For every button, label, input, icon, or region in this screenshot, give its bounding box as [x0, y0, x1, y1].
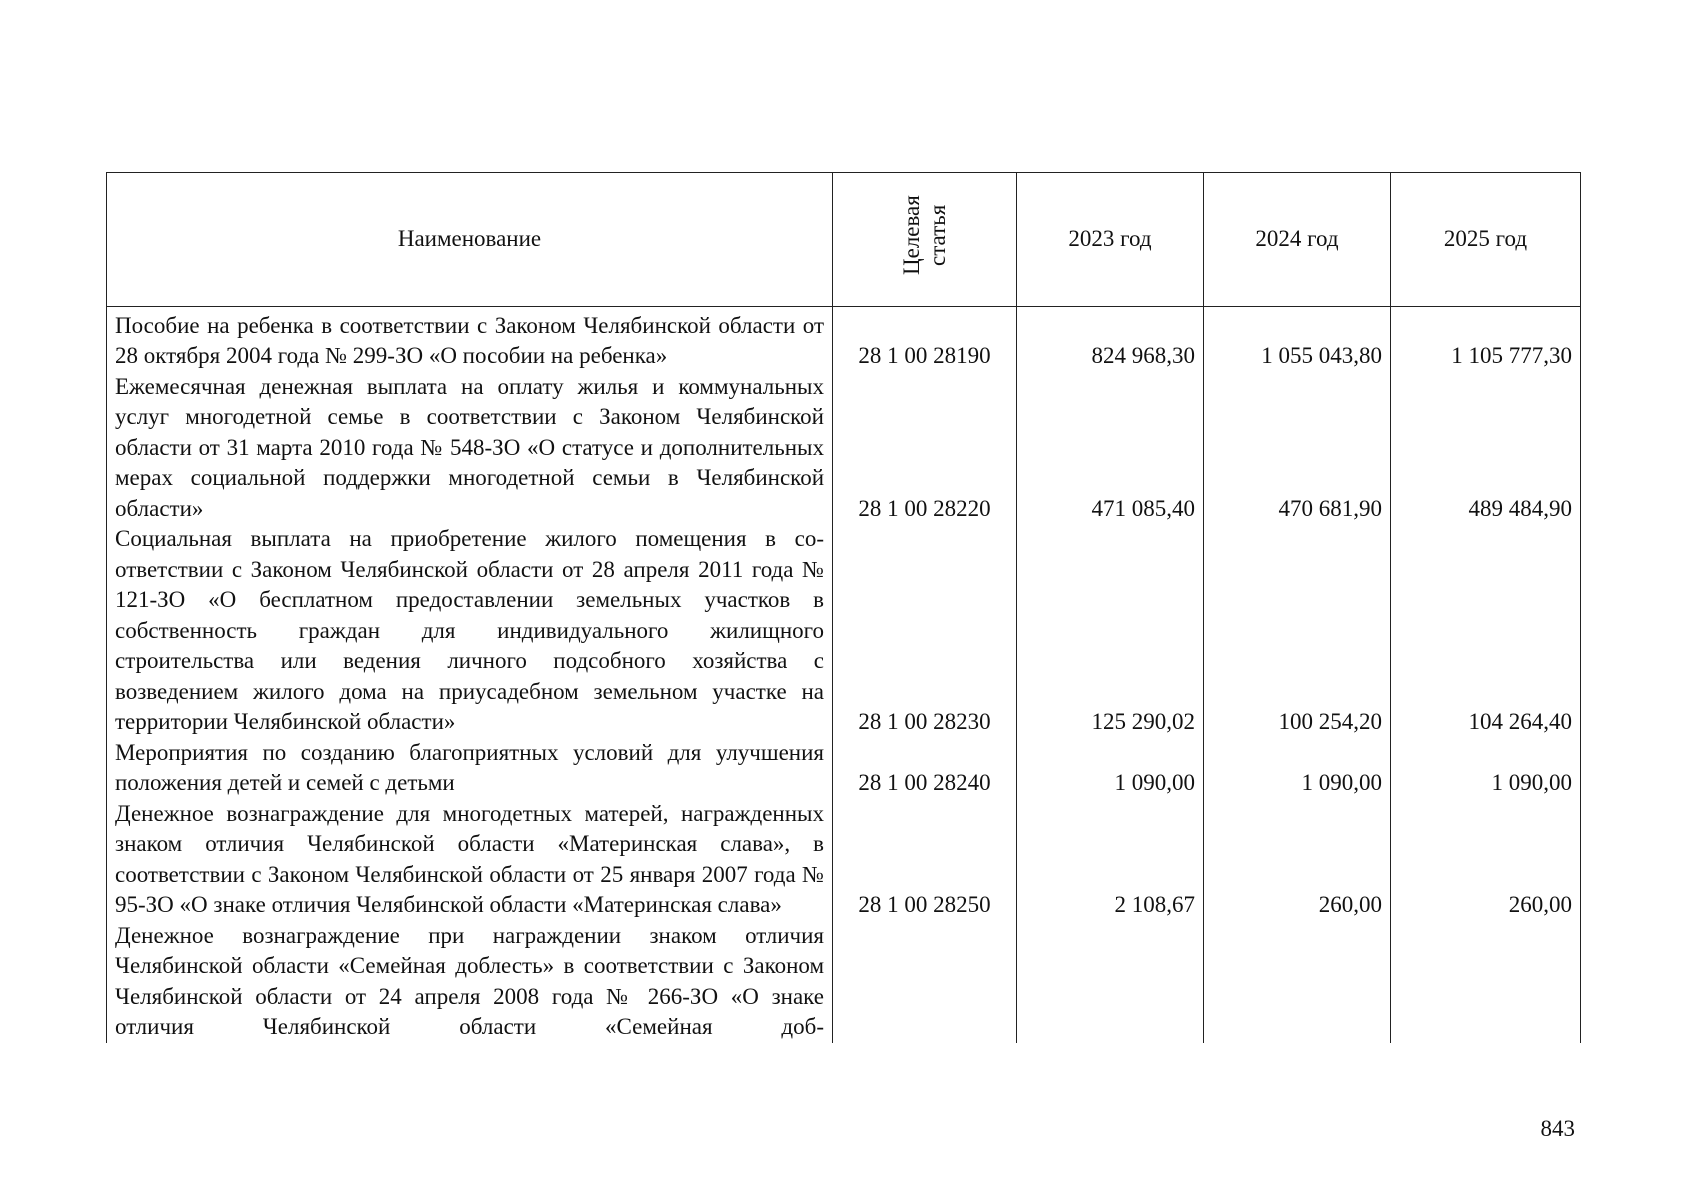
row-value-2024: 100 254,20	[1204, 524, 1391, 738]
row-value-2025: 260,00	[1391, 799, 1581, 921]
row-value-2025: 1 105 777,30	[1391, 306, 1581, 372]
header-name: Наименование	[107, 173, 833, 307]
header-code-label: Целевая статья	[898, 195, 950, 275]
table-row	[107, 524, 1581, 738]
row-value-2023: 2 108,67	[1017, 799, 1204, 921]
row-value-2024: 1 090,00	[1204, 738, 1391, 799]
row-value-2025: 489 484,90	[1391, 372, 1581, 525]
header-code	[833, 173, 1017, 307]
row-name: Социальная выплата на приобретение жилого помещения в соответствии с Законом Челябинской области от 28 апреля 2011 года № 121-ЗО «О бесплатном предоставлении земельных участков в собственность граждан для индивидуального жилищного строительства или ведения личного подсобного хозяйства с возведением жилого дома на приусадебном земельном участке на территории Челябинской области»	[107, 524, 833, 738]
row-name: Пособие на ребенка в соответствии с Законом Челябинской области от 28 октября 2004 года № 299-ЗО «О пособии на ребенка»	[107, 306, 833, 372]
table-row	[107, 372, 1581, 525]
header-year-2024: 2024 год	[1204, 173, 1391, 307]
row-code: 28 1 00 28230	[833, 524, 1017, 738]
row-value-2025: 1 090,00	[1391, 738, 1581, 799]
row-code: 28 1 00 28190	[833, 306, 1017, 372]
row-code: 28 1 00 28220	[833, 372, 1017, 525]
row-code: 28 1 00 28240	[833, 738, 1017, 799]
row-value-2023: 824 968,30	[1017, 306, 1204, 372]
row-value-2025: 104 264,40	[1391, 524, 1581, 738]
row-value-2024: 1 055 043,80	[1204, 306, 1391, 372]
row-value-2023	[1017, 921, 1204, 1043]
row-value-2024	[1204, 921, 1391, 1043]
table-row	[107, 738, 1581, 799]
row-value-2023: 125 290,02	[1017, 524, 1204, 738]
row-code: 28 1 00 28250	[833, 799, 1017, 921]
table-header-row	[107, 173, 1581, 307]
budget-table	[106, 172, 1581, 1043]
row-name: Денежное вознаграждение для многодетных матерей, награжденных знаком отличия Челябинской области «Материнская слава», в соответствии с Законом Челябинской области от 25 января 2007 года № 95-ЗО «О знаке отличия Челябинской области «Материнская слава»	[107, 799, 833, 921]
row-name: Ежемесячная денежная выплата на оплату жилья и коммунальных услуг многодетной семье в соответствии с Законом Челябинской области от 31 марта 2010 года № 548-ЗО «О статусе и дополнительных мерах социальной поддержки многодетной семьи в Челябинской области»	[107, 372, 833, 525]
table-row	[107, 799, 1581, 921]
row-value-2023: 471 085,40	[1017, 372, 1204, 525]
header-year-2023: 2023 год	[1017, 173, 1204, 307]
table-row	[107, 921, 1581, 1043]
row-value-2024: 260,00	[1204, 799, 1391, 921]
table-row	[107, 306, 1581, 372]
row-code	[833, 921, 1017, 1043]
row-name: Денежное вознаграждение при награждении знаком отличия Челябинской области «Семейная доблесть» в соответствии с Законом Челябинской области от 24 апреля 2008 года № 266-ЗО «О знаке отличия Челябинской области «Семейная доб-	[107, 921, 833, 1043]
row-name: Мероприятия по созданию благоприятных условий для улучшения положения детей и семей с детьми	[107, 738, 833, 799]
row-value-2025	[1391, 921, 1581, 1043]
row-value-2023: 1 090,00	[1017, 738, 1204, 799]
row-value-2024: 470 681,90	[1204, 372, 1391, 525]
header-year-2025: 2025 год	[1391, 173, 1581, 307]
page-number: 843	[1540, 1116, 1575, 1141]
